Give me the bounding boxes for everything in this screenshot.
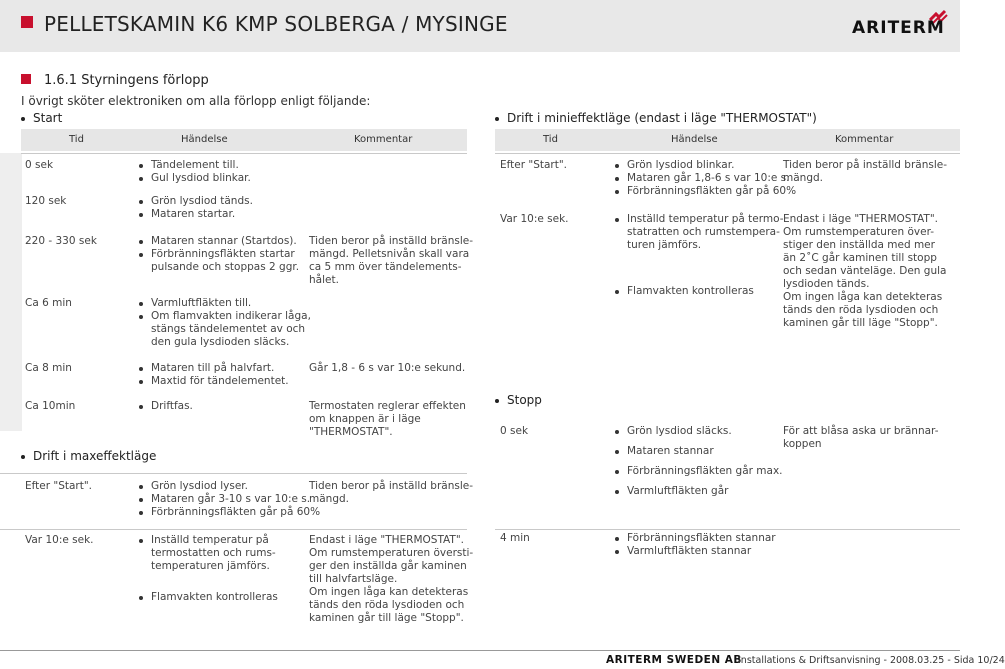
event-item: Tändelement till. <box>137 159 251 172</box>
row-comment: Endast i läge "THERMOSTAT". Om rumstemperaturen översti- ger den inställda går kaminen till halvfartsläge. Om ingen låga kan detekteras tänds den röda lysdioden och kaminen går till läge "Stopp". <box>309 534 474 624</box>
row-time: Var 10:e sek. <box>500 213 569 225</box>
event-item: Maxtid för tändelementet. <box>137 375 289 388</box>
event-item: Mataren går 1,8-6 s var 10:e s. <box>613 172 796 185</box>
start-heading-label: Start <box>33 111 63 125</box>
footer-brand: ARITERM SWEDEN AB <box>606 654 742 666</box>
event-item: Förbränningsfläkten går på 60% <box>137 506 320 519</box>
row-comment: Termostaten reglerar effekten om knappen är i läge "THERMOSTAT". <box>309 400 466 438</box>
event-item: Mataren till på halvfart. <box>137 362 289 375</box>
event-item: Förbränningsfläkten startar pulsande och stoppas 2 ggr. <box>137 248 299 274</box>
row-events <box>137 534 278 604</box>
row-events <box>137 159 251 185</box>
col-kommentar: Kommentar <box>354 134 413 145</box>
row-events <box>137 195 253 221</box>
row-events <box>137 480 320 519</box>
row-time: Var 10:e sek. <box>25 534 94 546</box>
col-handelse: Händelse <box>671 134 718 145</box>
row-time: Ca 6 min <box>25 297 72 309</box>
row-time: 4 min <box>500 532 530 544</box>
event-item: Förbränningsfläkten stannar <box>613 532 776 545</box>
row-events <box>613 425 783 498</box>
bullet-icon <box>495 399 499 403</box>
bullet-icon <box>21 455 25 459</box>
event-item: Mataren stannar (Startdos). <box>137 235 299 248</box>
event-item: Grön lysdiod släcks. <box>613 425 783 438</box>
row-events <box>137 297 311 349</box>
mini-heading-label: Drift i minieffektläge (endast i läge "THERMOSTAT") <box>507 111 817 125</box>
event-item: Grön lysdiod tänds. <box>137 195 253 208</box>
event-item: Flamvakten kontrolleras <box>137 591 278 604</box>
row-divider <box>0 529 467 530</box>
row-time: Ca 10min <box>25 400 76 412</box>
event-item: Mataren startar. <box>137 208 253 221</box>
row-events <box>613 213 784 298</box>
event-item: Driftfas. <box>137 400 193 413</box>
footer-doc-info: Installations & Driftsanvisning - 2008.03.25 - Sida 10/24 <box>738 655 1005 666</box>
bullet-icon <box>495 117 499 121</box>
row-comment: Tiden beror på inställd bränsle- mängd. Pelletsnivån skall vara ca 5 mm över tändelements- hålet. <box>309 235 473 286</box>
section-title: 1.6.1 Styrningens förlopp <box>44 73 209 88</box>
max-heading <box>21 449 156 463</box>
ariterm-logo: ARITERM <box>852 18 945 38</box>
event-item: Förbränningsfläkten går max. <box>613 465 783 478</box>
row-time: Efter "Start". <box>500 159 568 171</box>
max-heading-label: Drift i maxeffektläge <box>33 449 157 463</box>
right-table-header <box>495 129 960 151</box>
event-item: Grön lysdiod blinkar. <box>613 159 796 172</box>
footer-rule <box>0 650 960 651</box>
page-title: PELLETSKAMIN K6 KMP SOLBERGA / MYSINGE <box>44 12 508 36</box>
event-item: Mataren går 3-10 s var 10:e s. <box>137 493 320 506</box>
row-time: 0 sek <box>500 425 529 437</box>
title-marker <box>21 16 33 28</box>
col-tid: Tid <box>543 134 558 145</box>
section-marker <box>21 74 31 84</box>
start-heading <box>21 111 62 125</box>
row-comment: Tiden beror på inställd bränsle- mängd. <box>309 480 473 505</box>
col-kommentar: Kommentar <box>835 134 894 145</box>
row-divider <box>0 473 467 474</box>
stop-heading <box>495 393 542 407</box>
section-intro: I övrigt sköter elektroniken om alla förlopp enligt följande: <box>21 94 371 108</box>
event-item: Varmluftfläkten till. <box>137 297 311 310</box>
row-events <box>613 532 776 558</box>
event-item: Gul lysdiod blinkar. <box>137 172 251 185</box>
event-item: Inställd temperatur på termostatten och rums- temperaturen jämförs. <box>137 534 278 573</box>
row-time: Efter "Start". <box>25 480 93 492</box>
row-divider <box>495 529 960 530</box>
bullet-icon <box>21 117 25 121</box>
row-events <box>613 159 796 198</box>
row-time: Ca 8 min <box>25 362 72 374</box>
row-time: 0 sek <box>25 159 54 171</box>
row-divider <box>495 153 960 154</box>
col-tid: Tid <box>69 134 84 145</box>
left-table-header <box>21 129 467 151</box>
event-item: Om flamvakten indikerar låga, stängs tändelementet av och den gula lysdioden släcks. <box>137 310 311 349</box>
event-item: Varmluftfläkten går <box>613 485 783 498</box>
row-time: 220 - 330 sek <box>25 235 97 247</box>
event-item: Grön lysdiod lyser. <box>137 480 320 493</box>
row-events <box>137 400 193 413</box>
row-comment: Går 1,8 - 6 s var 10:e sekund. <box>309 362 466 374</box>
col-handelse: Händelse <box>181 134 228 145</box>
event-item: Varmluftfläkten stannar <box>613 545 776 558</box>
stop-heading-label: Stopp <box>507 393 542 407</box>
row-events <box>137 362 289 388</box>
row-time: 120 sek <box>25 195 67 207</box>
left-margin-band <box>0 153 22 431</box>
event-item: Mataren stannar <box>613 445 783 458</box>
row-events <box>137 235 299 274</box>
row-comment: För att blåsa aska ur brännar- koppen <box>783 425 939 450</box>
event-item: Förbränningsfläkten går på 60% <box>613 185 796 198</box>
mini-heading <box>495 111 817 125</box>
row-comment: Tiden beror på inställd bränsle- mängd. <box>783 159 947 184</box>
event-item: Flamvakten kontrolleras <box>613 285 784 298</box>
row-comment: Endast i läge "THERMOSTAT". Om rumstemperaturen över- stiger den inställda med mer än 2˚C går kaminen till stopp och sedan vänteläge. Den gula lysdioden tänds. Om ingen låga kan detekteras tänds den röda lysdioden och kaminen går till läge "Stopp". <box>783 213 947 329</box>
row-divider <box>21 153 467 154</box>
event-item: Inställd temperatur på termo- statratten och rumstempera- turen jämförs. <box>613 213 784 252</box>
